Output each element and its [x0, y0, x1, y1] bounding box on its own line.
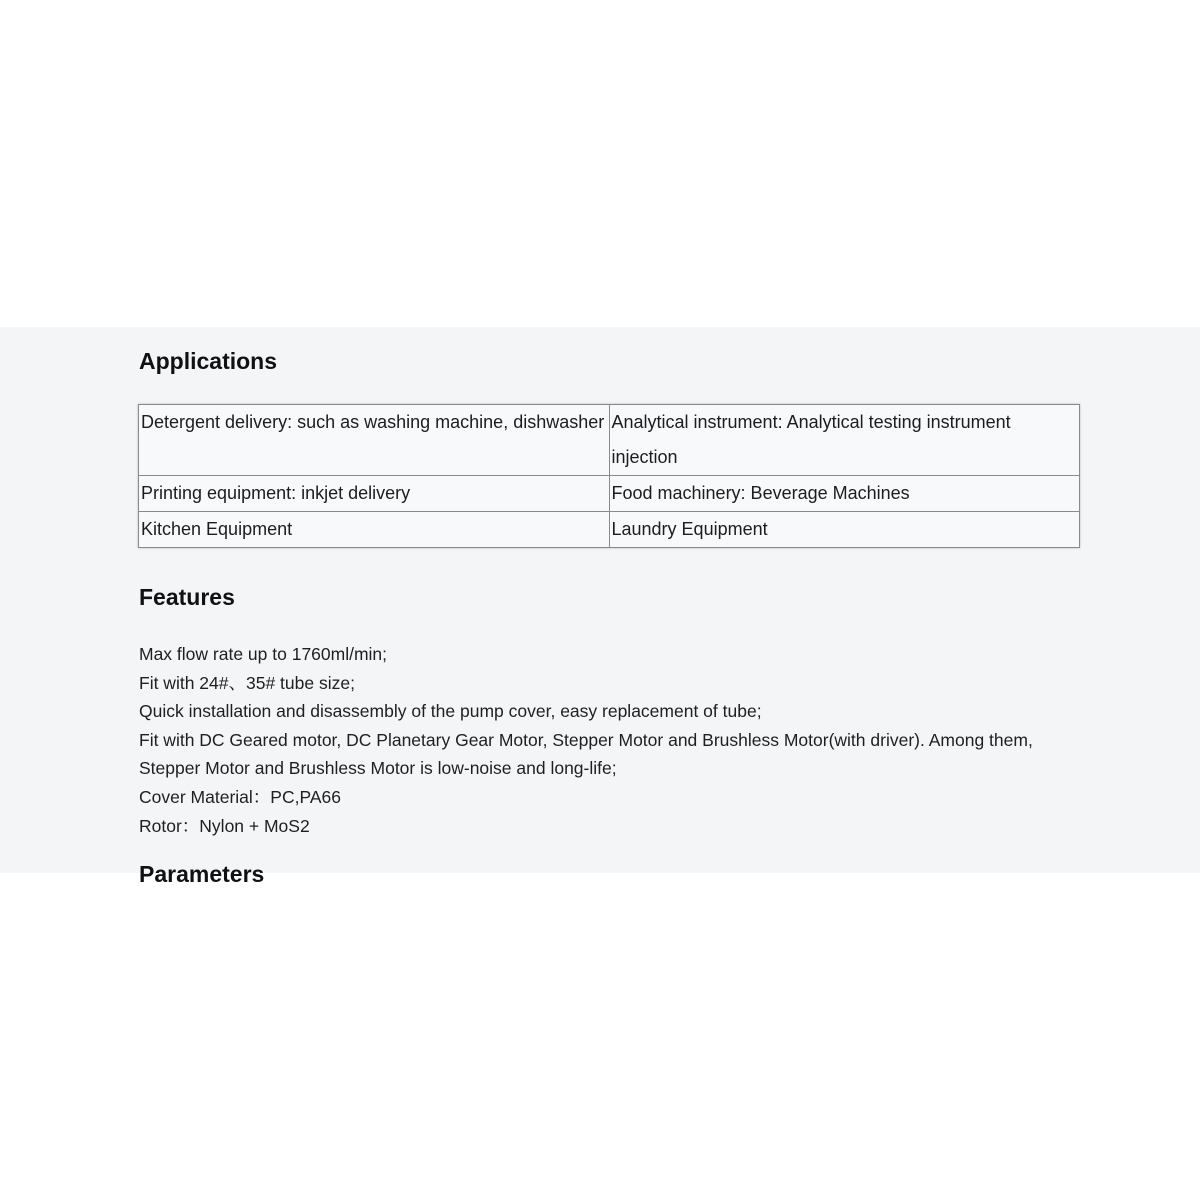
- table-row: [139, 405, 1080, 476]
- features-heading: Features: [139, 584, 235, 610]
- list-item: Rotor：Nylon + MoS2: [139, 815, 310, 836]
- list-item: Fit with 24#、35# tube size;: [139, 672, 355, 693]
- table-cell: Kitchen Equipment: [139, 512, 610, 548]
- features-list: [139, 640, 1139, 840]
- applications-heading: Applications: [139, 348, 278, 374]
- table-cell: Printing equipment: inkjet delivery: [139, 476, 610, 512]
- table-cell: Food machinery: Beverage Machines: [609, 476, 1080, 512]
- list-item: Cover Material：PC,PA66: [139, 786, 341, 807]
- list-item: Quick installation and disassembly of the pump cover, easy replacement of tube;: [139, 701, 762, 722]
- table-row: [139, 512, 1080, 548]
- document-band: [0, 327, 1200, 887]
- table-cell: Laundry Equipment: [609, 512, 1080, 548]
- parameters-heading-clipped: [139, 861, 269, 887]
- list-item: Fit with DC Geared motor, DC Planetary Gear Motor, Stepper Motor and Brushless Motor(with driver). Among them,: [139, 729, 1033, 750]
- parameters-heading: Parameters: [139, 861, 265, 887]
- applications-table: [138, 404, 1080, 548]
- list-item: Max flow rate up to 1760ml/min;: [139, 644, 388, 664]
- table-row: [139, 476, 1080, 512]
- table-cell: Analytical instrument: Analytical testing instrument injection: [609, 405, 1080, 476]
- table-cell: Detergent delivery: such as washing machine, dishwasher: [139, 405, 610, 476]
- list-item: Stepper Motor and Brushless Motor is low-noise and long-life;: [139, 758, 617, 779]
